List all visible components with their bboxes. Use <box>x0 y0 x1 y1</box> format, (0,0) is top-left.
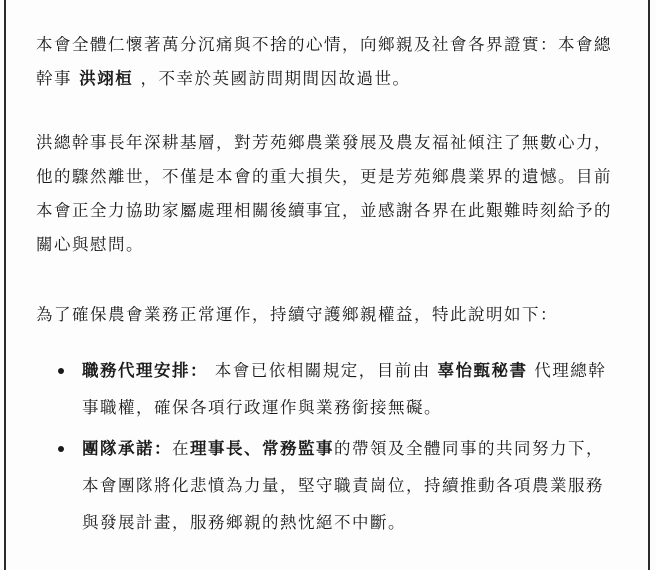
page-border-left <box>4 0 6 570</box>
bullet-title: 團隊承諾： <box>82 439 172 458</box>
bullet-text-b: 的帶領及全體同事的共同努力下，本會團隊將化悲憤為力量，堅守職責崗位，持續推動各項農業服務與發展計畫，服務鄉親的熱忱絕不中斷。 <box>82 439 604 532</box>
bullet-dot-icon <box>58 446 64 452</box>
bullet-item-acting-arrangement <box>36 352 620 426</box>
bullet-bold-mid: 理事長、常務監事 <box>190 439 334 458</box>
bullet-bold-mid: 辜怡甄秘書 <box>437 361 528 380</box>
paragraph-intro-list: 為了確保農會業務正常運作，持續守護鄉親權益，特此說明如下： <box>36 305 558 324</box>
p1-text-a: 本會全體仁懷著萬分沉痛與不捨的心情，向鄉親及社會各界證實：本會總幹事 <box>36 35 612 88</box>
bullet-item-team-commitment <box>36 430 620 541</box>
paragraph-confirmation <box>36 28 620 96</box>
bullet-text-a: 在 <box>172 439 190 458</box>
page-border-right <box>648 0 650 570</box>
bullet-text-a: 本會已依相關規定，目前由 <box>208 361 438 380</box>
paragraph-tribute: 洪總幹事長年深耕基層，對芳苑鄉農業發展及農友福祉傾注了無數心力，他的驟然離世，不僅是本會的重大損失，更是芳苑鄉農業界的遺憾。目前本會正全力協助家屬處理相關後續事宜，並感謝各界在此艱難時刻給予的關心與慰問。 <box>36 133 612 254</box>
bullet-list <box>36 352 620 541</box>
general-manager-name: 洪翊桓 <box>72 69 141 88</box>
bullet-title: 職務代理安排： <box>82 361 208 380</box>
p1-text-b: ，不幸於英國訪問期間因故過世。 <box>140 69 411 88</box>
bullet-dot-icon <box>58 368 64 374</box>
bullet-text-b: 代理總幹事職權，確保各項行政運作與業務銜接無礙。 <box>82 361 607 417</box>
